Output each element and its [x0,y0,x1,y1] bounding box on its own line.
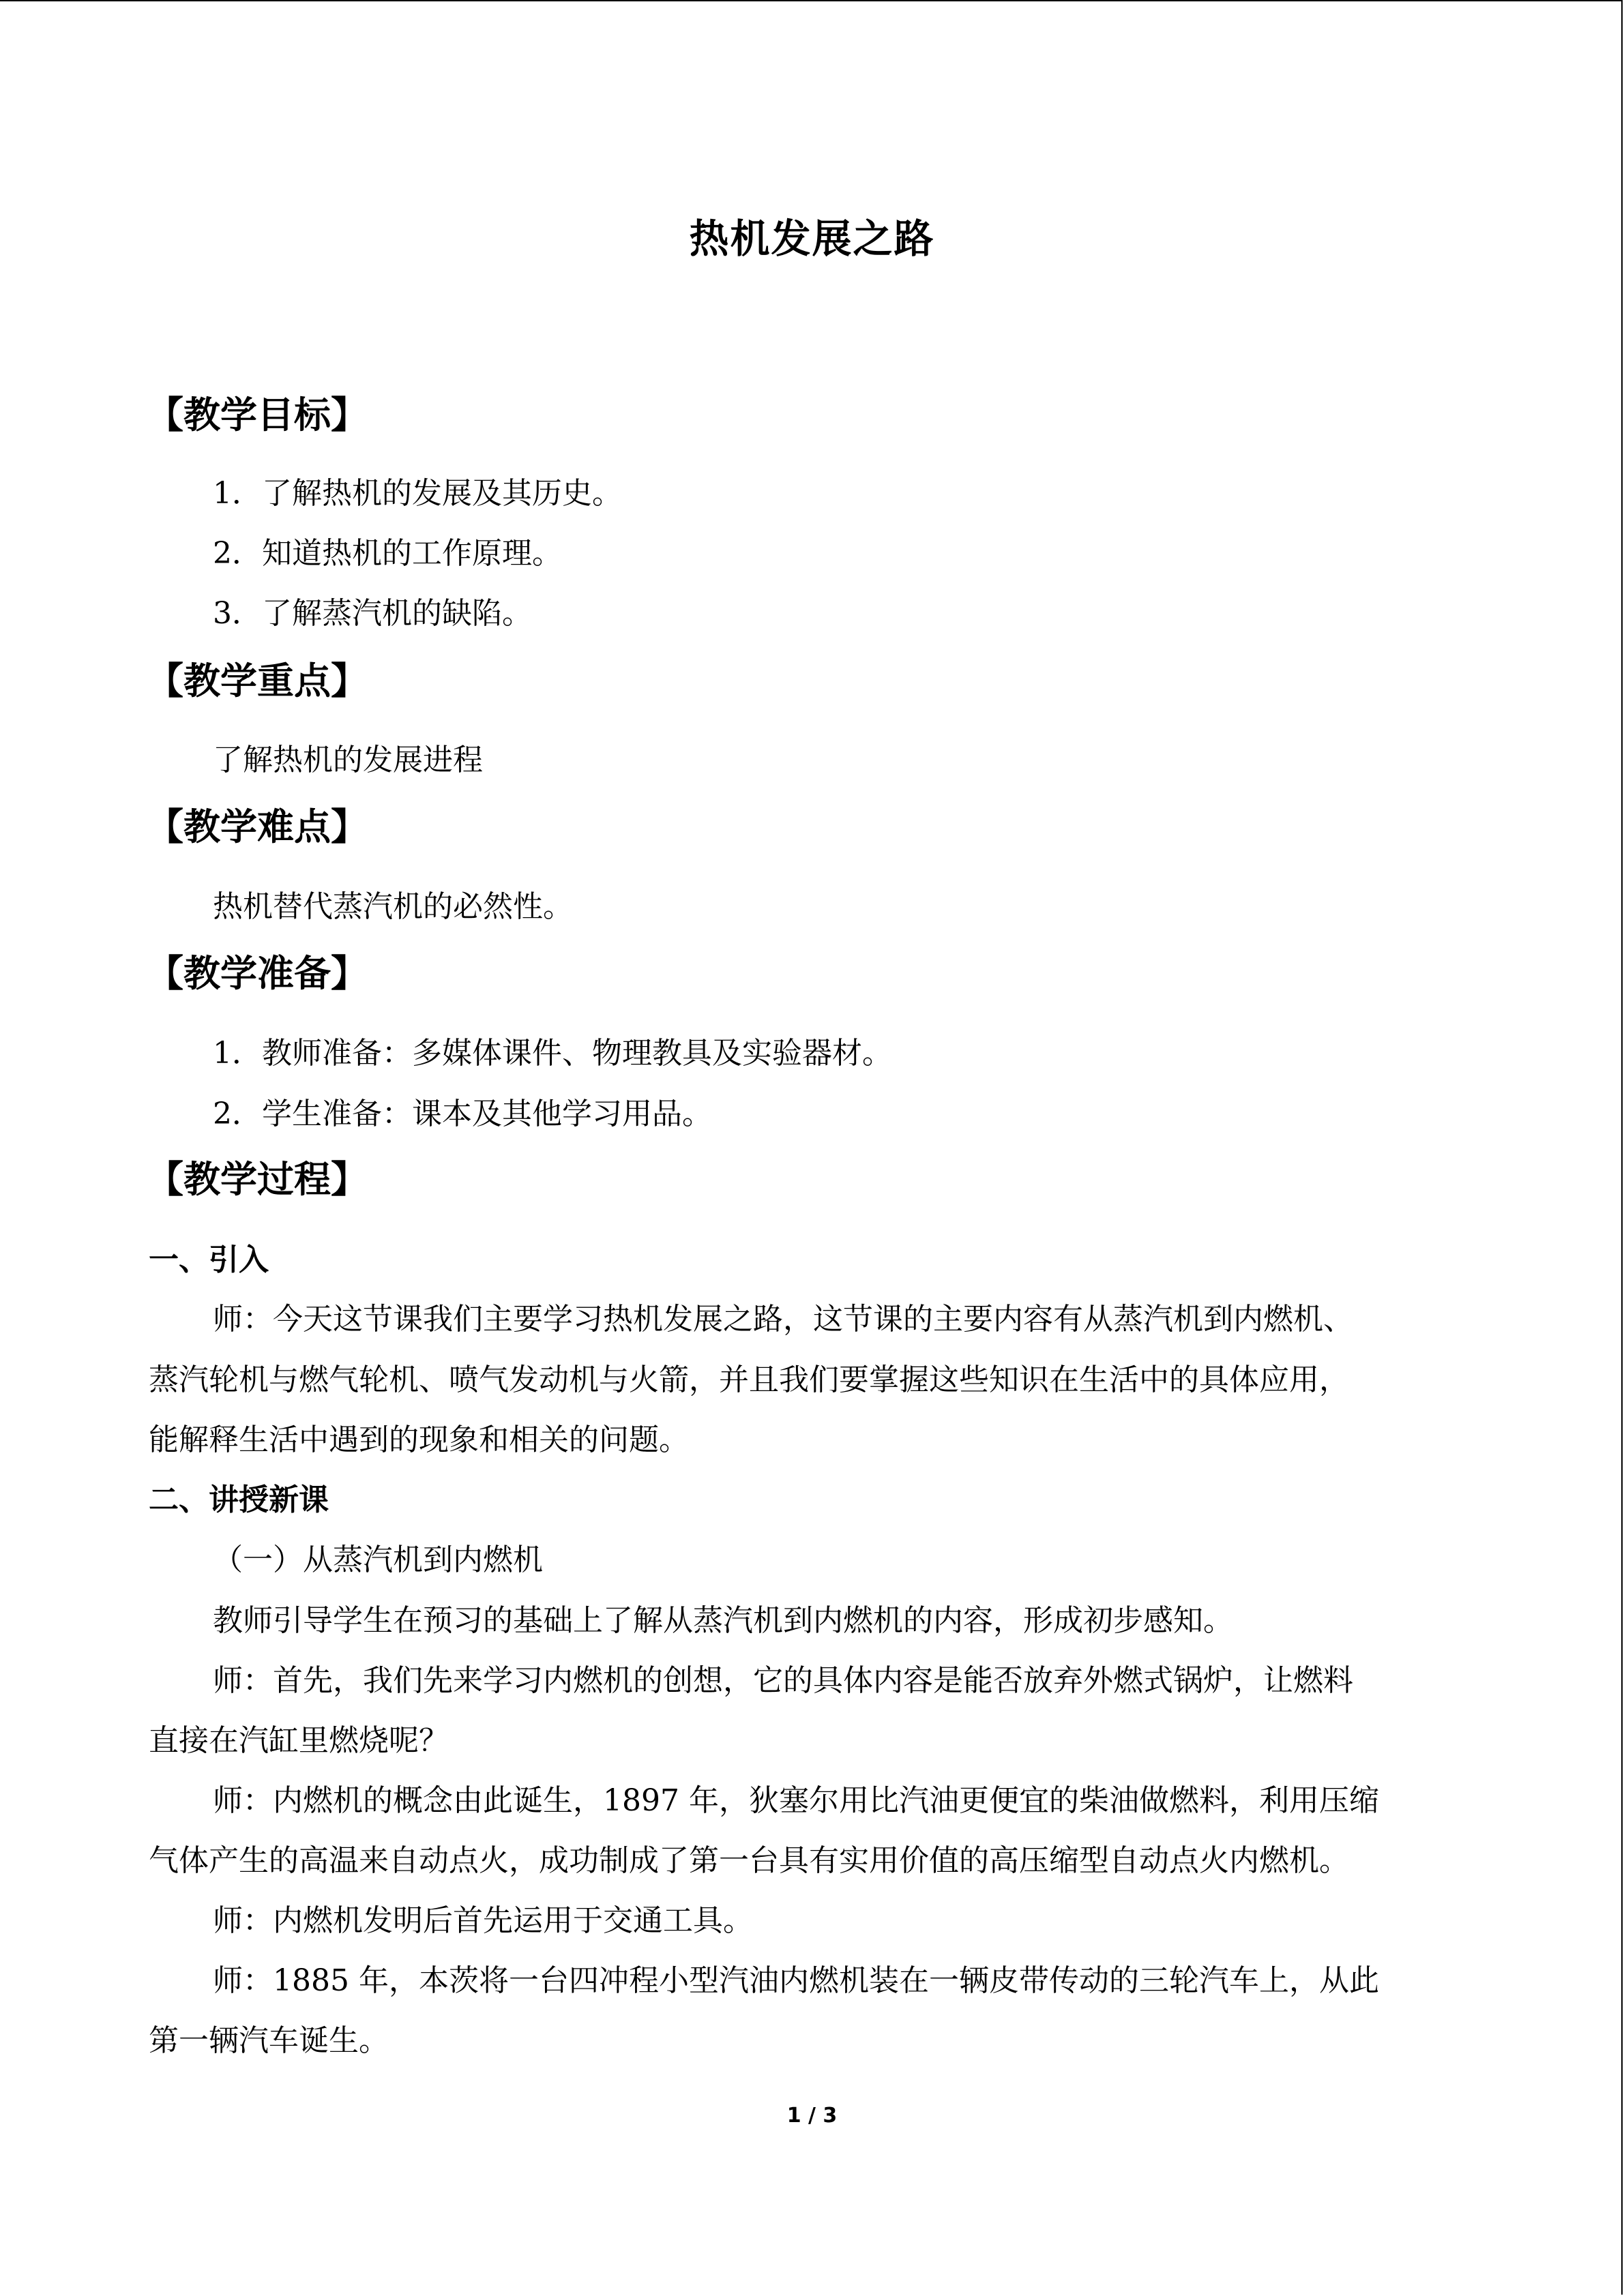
intro-line: 能解释生活中遇到的现象和相关的问题。 [149,1422,689,1457]
lesson-line: 教师引导学生在预习的基础上了解从蒸汽机到内燃机的内容，形成初步感知。 [213,1603,1233,1638]
preparation-item: 2．学生准备：课本及其他学习用品。 [213,1097,712,1131]
lesson-line: 师：内燃机的概念由此诞生，1897 年，狄塞尔用比汽油更便宜的柴油做燃料，利用压缩 [213,1783,1379,1818]
intro-line: 蒸汽轮机与燃气轮机、喷气发动机与火箭，并且我们要掌握这些知识在生活中的具体应用， [149,1362,1349,1397]
difficulties-heading: 【教学难点】 [147,805,368,848]
document-title: 热机发展之路 [689,215,935,262]
lesson-line: 第一辆汽车诞生。 [149,2023,389,2058]
preparation-heading: 【教学准备】 [147,951,368,995]
subsection-heading: （一）从蒸汽机到内燃机 [213,1542,543,1577]
lesson-line: 直接在汽缸里燃烧呢？ [149,1723,449,1758]
intro-heading: 一、引入 [149,1242,269,1277]
key-points-text: 了解热机的发展进程 [213,743,483,777]
goal-item: 2．知道热机的工作原理。 [213,536,562,571]
goal-item: 3．了解蒸汽机的缺陷。 [213,596,532,631]
lesson-line: 气体产生的高温来自动点火，成功制成了第一台具有实用价值的高压缩型自动点火内燃机。 [149,1843,1349,1878]
goal-item: 1．了解热机的发展及其历史。 [213,476,622,511]
difficulties-text: 热机替代蒸汽机的必然性。 [213,889,573,924]
preparation-item: 1．教师准备：多媒体课件、物理教具及实验器材。 [213,1036,892,1071]
lesson-line: 师：1885 年，本茨将一台四冲程小型汽油内燃机装在一辆皮带传动的三轮汽车上，从此 [213,1963,1379,1998]
process-heading: 【教学过程】 [147,1157,368,1201]
intro-line: 师：今天这节课我们主要学习热机发展之路，这节课的主要内容有从蒸汽机到内燃机、 [213,1302,1353,1337]
page-number: 1 / 3 [786,2104,838,2128]
lesson-line: 师：首先，我们先来学习内燃机的创想，它的具体内容是能否放弃外燃式锅炉，让燃料 [213,1663,1353,1698]
lesson-line: 师：内燃机发明后首先运用于交通工具。 [213,1903,753,1938]
lesson-heading: 二、讲授新课 [149,1482,329,1517]
key-points-heading: 【教学重点】 [147,659,368,702]
goals-heading: 【教学目标】 [147,393,368,436]
